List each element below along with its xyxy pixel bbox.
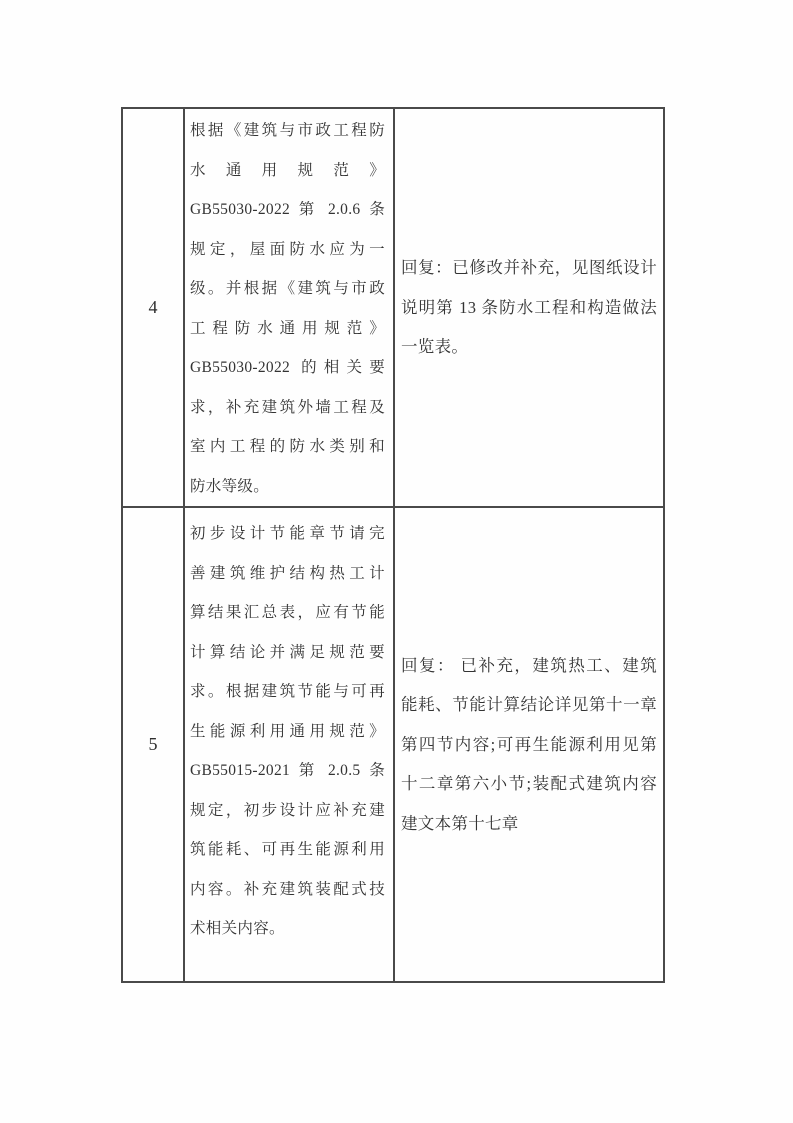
comment-line: 计算结论并满足规范要 (190, 643, 385, 661)
reply-text-block (401, 248, 657, 367)
comment-line: 内容。补充建筑装配式技 (190, 880, 385, 898)
reply-cell (395, 109, 663, 508)
reply-cell (395, 508, 663, 981)
reply-line: 能耗、节能计算结论详见第十一章 (401, 695, 657, 715)
comment-line: 防水等级。 (190, 477, 270, 495)
comment-line: 工程防水通用规范》 (190, 319, 385, 337)
reply-line: 回复：已修改并补充，见图纸设计 (401, 258, 657, 278)
comment-cell (185, 109, 395, 508)
comment-line: GB55030-2022 第 2.0.6 条 (190, 201, 385, 218)
reply-line: 一览表。 (401, 337, 469, 357)
comment-line: 筑能耗、可再生能源利用 (190, 841, 385, 858)
reply-line: 建文本第十七章 (401, 813, 519, 833)
row-number-cell (123, 508, 185, 981)
comment-line: 生能源利用通用规范》 (190, 722, 385, 740)
comment-line: 规定，初步设计应补充建 (190, 801, 385, 819)
row-number: 5 (148, 734, 158, 754)
comment-line: 求。根据建筑节能与可再 (190, 683, 385, 700)
reply-line: 回复： 已补充，建筑热工、建筑 (401, 655, 657, 675)
comment-line: 求，补充建筑外墙工程及 (190, 398, 385, 416)
comment-cell (185, 508, 395, 981)
reply-text-block (401, 646, 657, 844)
row-number: 4 (148, 297, 158, 317)
comment-line: 级。并根据《建筑与市政 (190, 280, 385, 297)
comment-line: 规定，屋面防水应为一 (190, 240, 385, 258)
reply-line: 十二章第六小节;装配式建筑内容 (401, 774, 657, 794)
comment-line: 初步设计节能章节请完 (190, 525, 385, 542)
comment-line: GB55030-2022 的相关要 (190, 359, 385, 376)
comment-line: 水通用规范》 (190, 161, 385, 179)
comment-line: 术相关内容。 (190, 920, 285, 937)
comment-line: 室内工程的防水类别和 (190, 438, 385, 455)
row-number-cell (123, 109, 185, 508)
comment-line: 根据《建筑与市政工程防 (190, 122, 385, 139)
review-comments-table (121, 107, 665, 983)
reply-line: 说明第 13 条防水工程和构造做法 (401, 297, 657, 317)
comment-line: 善建筑维护结构热工计 (190, 564, 385, 582)
reply-line: 第四节内容;可再生能源利用见第 (401, 734, 657, 754)
comment-line: GB55015-2021 第 2.0.5 条 (190, 762, 385, 779)
comment-line: 算结果汇总表，应有节能 (190, 604, 385, 621)
